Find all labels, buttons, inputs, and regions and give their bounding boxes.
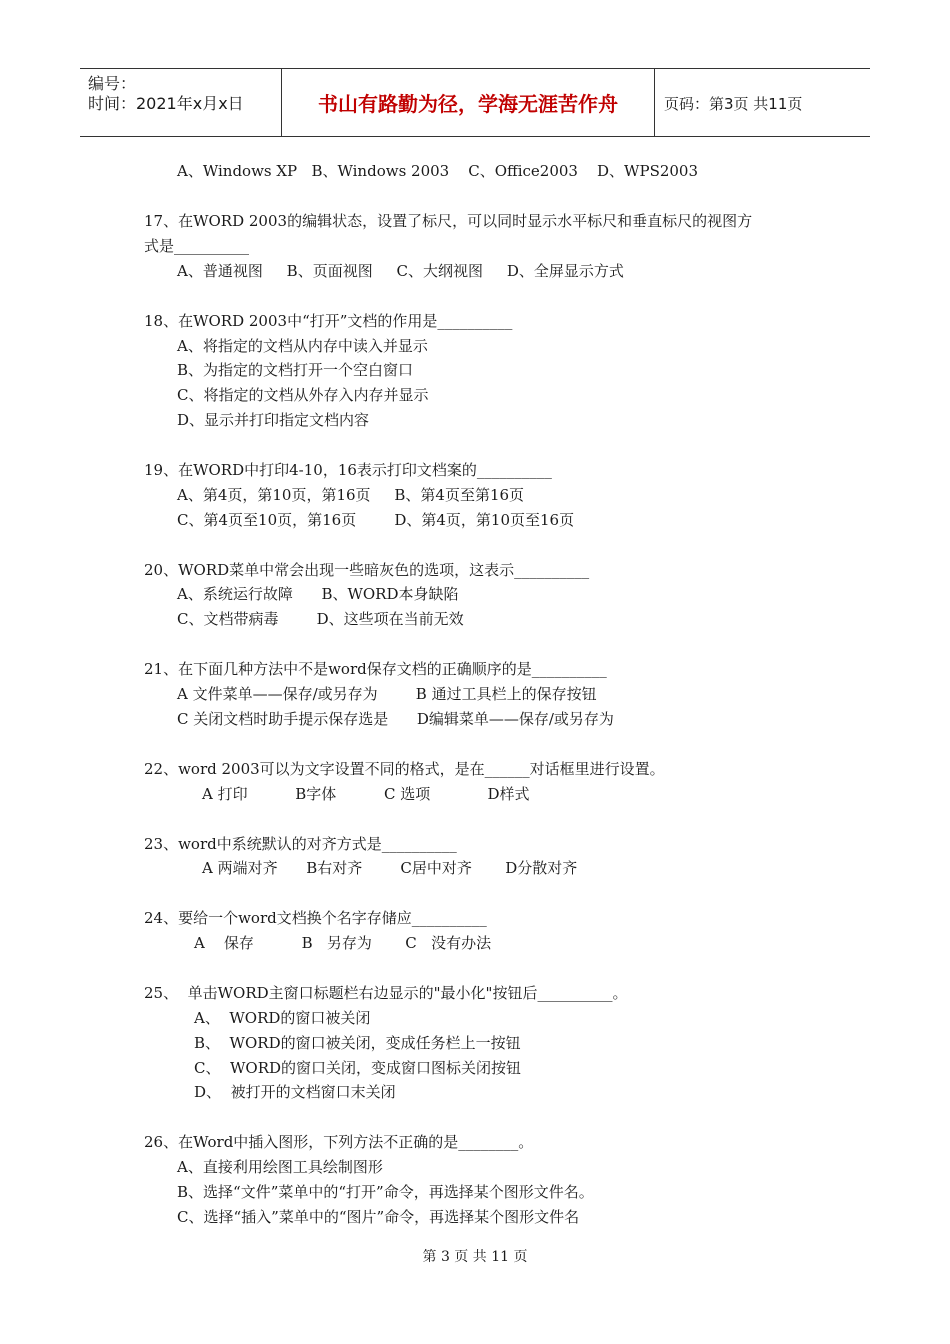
- question-26-stem: 26、在Word中插入图形，下列方法不正确的是________。: [144, 1133, 534, 1151]
- document-date-label: 时间：2021年x月x日: [88, 94, 244, 113]
- question-25-stem: 25、 单击WORD主窗口标题栏右边显示的"最小化"按钮后__________。: [144, 984, 628, 1002]
- page-header: [80, 68, 870, 137]
- question-21-stem: 21、在下面几种方法中不是word保存文档的正确顺序的是__________: [144, 660, 607, 678]
- question-18-stem: 18、在WORD 2003中“打开”文档的作用是__________: [144, 312, 513, 330]
- question-18-option-d: D、显示并打印指定文档内容: [177, 411, 370, 429]
- question-22-stem: 22、word 2003可以为文字设置不同的格式，是在______对话框里进行设置。: [144, 760, 665, 778]
- header-page-info: 页码：第3页 共11页: [664, 95, 803, 113]
- document-number-label: 编号：: [88, 74, 137, 93]
- question-18-option-b: B、为指定的文档打开一个空白窗口: [177, 361, 414, 379]
- question-19-options-cd: C、第4页至10页，第16页 D、第4页，第10页至16页: [177, 511, 575, 529]
- question-20-options-ab: A、系统运行故障 B、WORD本身缺陷: [177, 585, 459, 603]
- question-19-options-ab: A、第4页，第10页，第16页 B、第4页至第16页: [177, 486, 525, 504]
- header-motto: 书山有路勤为径，学海无涯苦作舟: [318, 92, 618, 116]
- question-16-options: A、Windows XP B、Windows 2003 C、Office2003 D、WPS2003: [177, 162, 699, 180]
- question-26-option-a: A、直接利用绘图工具绘制图形: [177, 1158, 383, 1176]
- question-25-option-b: B、 WORD的窗口被关闭，变成任务栏上一按钮: [194, 1034, 521, 1052]
- question-21-options-cd: C 关闭文档时助手提示保存选是 D编辑菜单——保存/或另存为: [177, 710, 614, 728]
- header-divider: [654, 69, 655, 136]
- question-17-options: A、普通视图 B、页面视图 C、大纲视图 D、全屏显示方式: [177, 262, 624, 280]
- question-18-option-c: C、将指定的文档从外存入内存并显示: [177, 386, 429, 404]
- question-21-options-ab: A 文件菜单——保存/或另存为 B 通过工具栏上的保存按钮: [177, 685, 597, 703]
- question-26-option-b: B、选择“文件”菜单中的“打开”命令，再选择某个图形文件名。: [177, 1183, 594, 1201]
- question-20-stem: 20、WORD菜单中常会出现一些暗灰色的选项，这表示__________: [144, 561, 590, 579]
- question-25-option-a: A、 WORD的窗口被关闭: [194, 1009, 371, 1027]
- question-17-stem: 17、在WORD 2003的编辑状态，设置了标尺，可以同时显示水平标尺和垂直标尺的视图方: [144, 212, 753, 230]
- page-footer: 第 3 页 共 11 页: [422, 1249, 528, 1265]
- question-23-stem: 23、word中系统默认的对齐方式是__________: [144, 835, 457, 853]
- question-25-option-d: D、 被打开的文档窗口末关闭: [194, 1083, 396, 1101]
- question-18-option-a: A、将指定的文档从内存中读入并显示: [177, 337, 428, 355]
- question-17-stem-cont: 式是__________: [144, 237, 250, 255]
- question-24-stem: 24、要给一个word文档换个名字存储应__________: [144, 909, 487, 927]
- question-23-options: A 两端对齐 B右对齐 C居中对齐 D分散对齐: [202, 859, 578, 877]
- question-20-options-cd: C、文档带病毒 D、这些项在当前无效: [177, 610, 464, 628]
- question-24-options: A 保存 B 另存为 C 没有办法: [194, 934, 492, 952]
- question-22-options: A 打印 B字体 C 选项 D样式: [202, 785, 530, 803]
- question-25-option-c: C、 WORD的窗口关闭，变成窗口图标关闭按钮: [194, 1059, 522, 1077]
- question-26-option-c: C、选择“插入”菜单中的“图片”命令，再选择某个图形文件名: [177, 1208, 580, 1226]
- question-19-stem: 19、在WORD中打印4-10，16表示打印文档案的__________: [144, 461, 552, 479]
- header-meta: [80, 69, 280, 136]
